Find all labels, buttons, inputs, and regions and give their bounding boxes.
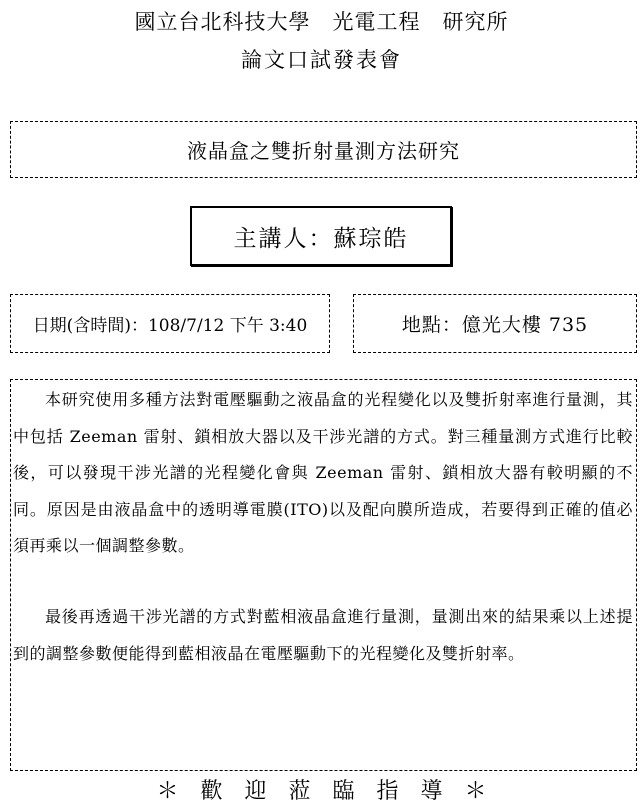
- thesis-title: 液晶盒之雙折射量測方法研究: [187, 139, 460, 163]
- speaker-name: 主講人：蘇琮皓: [233, 225, 409, 252]
- event-heading: 論文口試發表會: [241, 48, 402, 72]
- date-time: 日期(含時間)：108/7/12 下午 3:40: [32, 316, 308, 336]
- institution-heading: 國立台北科技大學 光電工程 研究所: [134, 10, 509, 34]
- speaker-box: [190, 206, 452, 266]
- welcome-footer: ＊ 歡 迎 蒞 臨 指 導 ＊: [156, 779, 487, 804]
- location: 地點：億光大樓 735: [401, 314, 589, 336]
- thesis-title-box: [10, 121, 637, 178]
- location-box: [353, 294, 637, 353]
- abstract-paragraph-2: 最後再透過干涉光譜的方式對藍相液晶盒進行量測，量測出來的結果乘以上述提到的調整參數便能得到藍相液晶在電壓驅動下的光程變化及雙折射率。: [13, 607, 633, 663]
- abstract-paragraph-1: 本研究使用多種方法對電壓驅動之液晶盒的光程變化以及雙折射率進行量測，其中包括 Zeeman 雷射、鎖相放大器以及干涉光譜的方式。對三種量測方式進行比較後，可以發現干涉光譜的光程變化會與 Zeeman 雷射、鎖相放大器有較明顯的不同。原因是由液晶盒中的透明導電膜(ITO)以及配向膜所造成，若要得到正確的值必須再乘以一個調整參數。: [13, 390, 633, 555]
- date-box: [10, 294, 330, 353]
- abstract-box: [10, 379, 637, 771]
